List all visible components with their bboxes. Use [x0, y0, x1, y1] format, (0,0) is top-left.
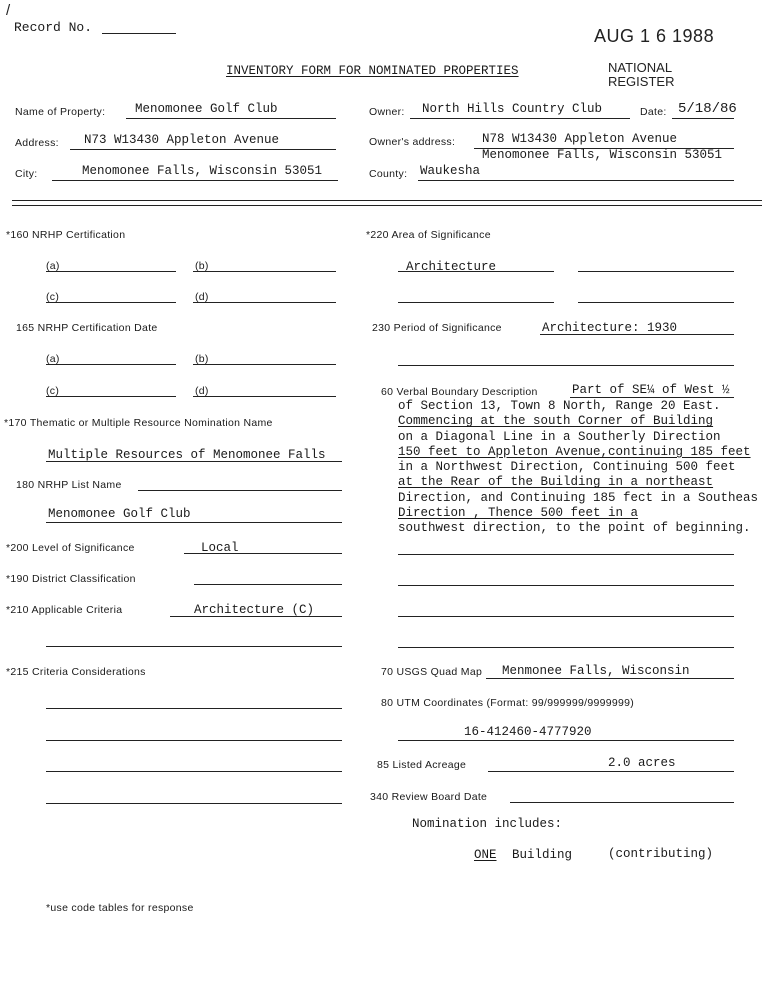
field-190-label: *190 District Classification — [6, 573, 136, 585]
owner-address-line1: N78 W13430 Appleton Avenue — [482, 132, 678, 146]
level-line — [184, 553, 342, 554]
field-80-label: 80 UTM Coordinates (Format: 99/999999/9999999) — [381, 697, 635, 709]
date-line — [672, 118, 734, 119]
nomination-type: Building — [512, 848, 573, 862]
form-title: INVENTORY FORM FOR NOMINATED PROPERTIES — [226, 64, 519, 78]
address-label: Address: — [15, 137, 59, 149]
city-line — [52, 180, 338, 181]
cert-c-line — [46, 302, 176, 303]
city-label: City: — [15, 168, 38, 180]
verbal-line-6: at the Rear of the Building in a northeast — [398, 475, 714, 490]
date-value: 5/18/86 — [678, 101, 737, 117]
area-line-3 — [398, 302, 554, 303]
district-line — [194, 584, 342, 585]
verbal-first-line: Part of SE¼ of West ½ — [572, 383, 730, 397]
address-line — [70, 149, 336, 150]
considerations-line-3 — [46, 771, 342, 772]
cert-date-a-label: (a) — [46, 353, 60, 365]
received-date-stamp: AUG 1 6 1988 — [594, 26, 715, 46]
quad-map-line — [486, 678, 734, 679]
address-value: N73 W13430 Appleton Avenue — [84, 133, 280, 147]
area-line-2 — [578, 271, 734, 272]
cert-b-line — [193, 271, 336, 272]
cert-d-label: (d) — [195, 291, 209, 303]
verbal-line-9: southwest direction, to the point of beginning. — [398, 521, 751, 536]
cert-b-label: (b) — [195, 260, 209, 272]
nomination-status: (contributing) — [608, 847, 714, 861]
owner-line — [410, 118, 630, 119]
cert-date-b-line — [193, 364, 336, 365]
thematic-value: Multiple Resources of Menomonee Falls — [48, 448, 326, 462]
checkmark-mark: / — [6, 2, 11, 19]
cert-date-b-label: (b) — [195, 353, 209, 365]
verbal-line-blank-2 — [398, 585, 734, 586]
register-stamp: REGISTER — [608, 74, 675, 89]
acreage-value: 2.0 acres — [608, 756, 676, 770]
field-230-label: 230 Period of Significance — [372, 322, 502, 334]
cert-date-d-line — [193, 396, 336, 397]
field-70-label: 70 USGS Quad Map — [381, 666, 483, 678]
cert-date-a-line — [46, 364, 176, 365]
verbal-line-1: of Section 13, Town 8 North, Range 20 East. — [398, 399, 721, 413]
cert-d-line — [193, 302, 336, 303]
owner-address-label: Owner's address: — [369, 136, 456, 148]
footnote: *use code tables for response — [46, 902, 194, 914]
thematic-line — [46, 461, 342, 462]
considerations-line-1 — [46, 708, 342, 709]
cert-date-d-label: (d) — [195, 385, 209, 397]
nomination-label: Nomination includes: — [412, 817, 563, 831]
criteria-line — [170, 616, 342, 617]
verbal-line-4: 150 feet to Appleton Avenue,continuing 185 feet — [398, 444, 751, 459]
field-60-label: 60 Verbal Boundary Description — [381, 386, 538, 398]
date-label: Date: — [640, 106, 667, 118]
separator-top — [12, 200, 762, 201]
criteria-value: Architecture (C) — [194, 603, 315, 617]
name-of-property-label: Name of Property: — [15, 106, 106, 118]
field-220-label: *220 Area of Significance — [366, 229, 491, 241]
criteria-line-2 — [46, 646, 342, 647]
verbal-line-3: on a Diagonal Line in a Southerly Direction — [398, 429, 721, 444]
verbal-line-7: Direction, and Continuing 185 fect in a Southeas — [398, 490, 759, 505]
utm-line — [398, 740, 734, 741]
cert-date-c-line — [46, 396, 176, 397]
cert-a-label: (a) — [46, 260, 60, 272]
utm-value: 16-412460-4777920 — [464, 725, 592, 739]
list-name-line-2 — [46, 522, 342, 523]
cert-a-line — [46, 271, 176, 272]
period-line-2 — [398, 365, 734, 366]
field-180-label: 180 NRHP List Name — [16, 479, 122, 491]
area-line-4 — [578, 302, 734, 303]
verbal-line-8: Direction , Thence 500 feet in a — [398, 506, 639, 521]
property-name-value: Menomonee Golf Club — [135, 102, 278, 116]
area-line-1 — [398, 271, 554, 272]
verbal-line-blank-1 — [398, 554, 734, 555]
field-215-label: *215 Criteria Considerations — [6, 666, 146, 678]
review-date-line — [510, 802, 734, 803]
owner-value: North Hills Country Club — [422, 102, 603, 116]
field-160-label: *160 NRHP Certification — [6, 229, 126, 241]
list-name-line-1 — [138, 490, 342, 491]
record-number-line — [102, 33, 176, 34]
owner-label: Owner: — [369, 106, 405, 118]
quad-map-value: Menmonee Falls, Wisconsin — [502, 664, 690, 678]
cert-c-label: (c) — [46, 291, 60, 303]
list-name-value: Menomonee Golf Club — [48, 507, 191, 521]
period-value: Architecture: 1930 — [542, 321, 678, 335]
verbal-line-top — [570, 397, 734, 398]
field-85-label: 85 Listed Acreage — [377, 759, 467, 771]
considerations-line-4 — [46, 803, 342, 804]
field-340-label: 340 Review Board Date — [370, 791, 488, 803]
county-label: County: — [369, 168, 408, 180]
field-165-label: 165 NRHP Certification Date — [16, 322, 158, 334]
county-line — [418, 180, 734, 181]
nomination-count: ONE — [474, 848, 497, 862]
verbal-boundary-text — [398, 399, 758, 537]
owner-address-line2: Menomonee Falls, Wisconsin 53051 — [482, 148, 723, 162]
record-label: Record No. — [14, 20, 93, 35]
considerations-line-2 — [46, 740, 342, 741]
field-170-label: *170 Thematic or Multiple Resource Nomination Name — [4, 417, 273, 429]
verbal-line-blank-4 — [398, 647, 734, 648]
verbal-line-2: Commencing at the south Corner of Building — [398, 414, 714, 429]
national-stamp: NATIONAL — [608, 60, 673, 75]
verbal-line-5: in a Northwest Direction, Continuing 500 feet — [398, 460, 736, 475]
acreage-line — [488, 771, 734, 772]
separator-bottom — [12, 205, 762, 206]
level-value: Local — [201, 541, 239, 555]
property-name-line — [126, 118, 336, 119]
field-210-label: *210 Applicable Criteria — [6, 604, 123, 616]
area-value: Architecture — [406, 260, 497, 274]
city-value: Menomonee Falls, Wisconsin 53051 — [82, 164, 323, 178]
field-200-label: *200 Level of Significance — [6, 542, 135, 554]
county-value: Waukesha — [420, 164, 481, 178]
cert-date-c-label: (c) — [46, 385, 60, 397]
period-line — [540, 334, 734, 335]
verbal-line-blank-3 — [398, 616, 734, 617]
